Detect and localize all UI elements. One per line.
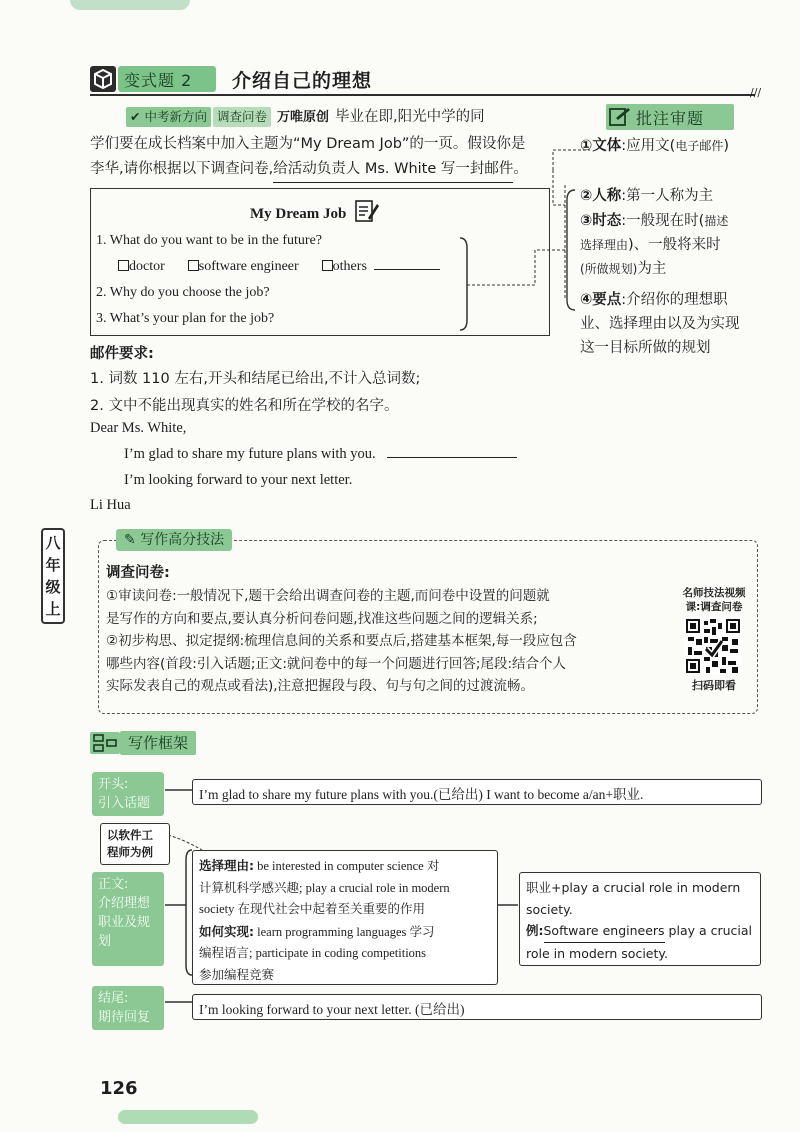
intro-line-2: 学们要在成长档案中加入主题为“My Dream Job”的一页。假设你是 xyxy=(90,136,526,152)
example-note-box xyxy=(100,823,170,865)
survey-title-text: My Dream Job xyxy=(250,206,347,222)
page-edge-smudge xyxy=(70,0,190,10)
side-tab-char-3: 级 xyxy=(45,578,61,596)
example-line-1 xyxy=(526,920,754,943)
tag-survey: 调查问卷 xyxy=(213,107,271,127)
plan-head: 如何实现: xyxy=(199,923,254,939)
cube-icon xyxy=(90,66,116,92)
rule-tail-mark: /// xyxy=(750,86,762,99)
tips-label xyxy=(116,529,232,551)
annot-1-end: ) xyxy=(723,138,730,154)
reason-text-3: society 在现代社会中起着至关重要的作用 xyxy=(199,902,426,916)
annotation-heading: 批注审题 xyxy=(636,109,705,128)
survey-question-3: 3. What’s your plan for the job? xyxy=(96,311,275,326)
letter-line-1-text: I’m glad to share my future plans with you. xyxy=(124,446,376,462)
plan-line-1 xyxy=(199,921,491,944)
qr-caption-1: 名师技法视频 xyxy=(682,587,746,599)
example-rest: play a crucial xyxy=(664,923,753,938)
reason-text-2: 计算机科学感兴趣; play a crucial role in modern xyxy=(199,880,450,895)
side-tab-char-4: 上 xyxy=(45,600,61,618)
opening-text-box: I’m glad to share my future plans with you.(已给出) I want to become a/an+职业. xyxy=(192,779,762,805)
closing-text-box: I’m looking forward to your next letter. (已给出) xyxy=(192,994,762,1020)
annot-3-label: ③时态 xyxy=(580,213,622,229)
annot-1-text: :应用文( xyxy=(621,138,676,154)
qr-caption-2: 课:调查问卷 xyxy=(685,601,743,613)
tips-p2-line-2: 哪些内容(首段:引入话题;正文:就问卷中的每一个问题进行回答;尾段:结合个人 xyxy=(106,655,567,672)
pattern-line-1: 职业+play a crucial role in modern xyxy=(526,880,741,895)
tips-p2-line-3: 实际发表自己的观点或看法),注意把握段与段、句与句之间的过渡流畅。 xyxy=(106,678,535,694)
annotation-point-4 xyxy=(580,288,770,360)
annotation-connectors xyxy=(455,130,595,340)
example-line-2: role in modern society. xyxy=(526,945,668,961)
tips-heading: 调查问卷: xyxy=(106,565,170,581)
qr-code-icon[interactable] xyxy=(684,617,742,675)
plan-text-1: learn programming languages 学习 xyxy=(254,924,435,939)
annot-2-text: :第一人称为主 xyxy=(621,188,714,204)
body-label-1: 正文: xyxy=(98,877,129,892)
letter-signature: Li Hua xyxy=(90,497,131,513)
annot-3-small2: 选择理由 xyxy=(580,238,629,252)
option-software-engineer-label: software engineer xyxy=(198,259,299,274)
opening-label-box xyxy=(92,772,164,816)
side-tab-char-1: 八 xyxy=(45,534,61,552)
checkbox-others[interactable] xyxy=(322,260,333,271)
body-label-box xyxy=(92,872,164,966)
body-detail-box xyxy=(192,850,498,985)
qr-caption xyxy=(674,586,754,614)
reason-text-1: be interested in computer science 对 xyxy=(254,859,440,873)
section-badge: 变式题 2 xyxy=(118,66,216,92)
checkbox-doctor[interactable] xyxy=(118,260,129,271)
tag-new-direction: ✔ 中考新方向 xyxy=(126,107,211,127)
notepad-pencil-icon xyxy=(354,198,380,224)
tips-p1-line-2: 是写作的方向和要点,要认真分析问卷问题,找准这些问题之间的逻辑关系; xyxy=(106,610,538,627)
intro-line-1 xyxy=(126,105,485,130)
annot-3-text: :一般现在时( xyxy=(621,213,705,229)
opening-label-2: 引入话题 xyxy=(98,796,151,811)
letter-writing-blank[interactable] xyxy=(387,457,517,458)
tips-body xyxy=(106,585,671,698)
closing-label-1: 结尾: xyxy=(98,991,129,1006)
annot-4-text1: :介绍你的理想职 xyxy=(621,292,728,308)
requirement-1: 1. 词数 110 左右,开头和结尾已给出,不计入总词数; xyxy=(90,371,421,387)
annot-3-small1: 描述 xyxy=(704,214,729,228)
survey-options xyxy=(118,259,440,275)
intro-text-1: 毕业在即,阳光中学的同 xyxy=(335,109,485,125)
letter-greeting: Dear Ms. White, xyxy=(90,420,187,436)
reason-line-1 xyxy=(199,855,491,878)
body-label-3: 职业及规 xyxy=(98,915,151,930)
section-title: 介绍自己的理想 xyxy=(232,70,373,92)
framework-tree-icon xyxy=(90,732,120,754)
section-rule xyxy=(90,94,755,96)
grade-side-tab xyxy=(41,528,65,624)
annot-4-text3: 这一目标所做的规划 xyxy=(580,340,711,356)
side-tab-char-2: 年 xyxy=(45,556,61,574)
pencil-icon: ✎ xyxy=(124,532,136,548)
annot-1-label: ①文体 xyxy=(580,138,622,154)
annotation-point-3 xyxy=(580,209,765,281)
body-label-4: 划 xyxy=(98,934,112,949)
survey-question-1: 1. What do you want to be in the future? xyxy=(96,233,323,248)
annot-4-text2: 业、选择理由以及为实现 xyxy=(580,316,740,332)
survey-title xyxy=(250,198,380,224)
sentence-pattern-box xyxy=(519,872,761,966)
others-blank[interactable] xyxy=(374,269,440,270)
intro-text-3a: 李华,请你根据以下调查问卷, xyxy=(90,161,274,177)
annot-1-small: 电子邮件 xyxy=(675,139,724,153)
tag-original: 万唯原创 xyxy=(277,110,330,125)
plan-text-2: 编程语言; participate in coding competitions xyxy=(199,946,427,960)
letter-line-2: I’m looking forward to your next letter. xyxy=(124,472,353,488)
requirement-2: 2. 文中不能出现真实的姓名和所在学校的名字。 xyxy=(90,398,399,414)
checkbox-software-engineer[interactable] xyxy=(188,260,199,271)
intro-underlined-task: 给活动负责人 Ms. White 写一封邮件 xyxy=(273,157,513,183)
letter-line-1 xyxy=(124,446,517,463)
example-label: 例: xyxy=(526,923,544,938)
framework-label: 写作框架 xyxy=(120,731,196,755)
option-doctor-label: doctor xyxy=(129,259,165,274)
survey-question-2: 2. Why do you choose the job? xyxy=(96,285,270,300)
plan-text-3: 参加编程竞赛 xyxy=(199,967,275,982)
annotation-point-1 xyxy=(580,134,765,158)
note-line-2: 程师为例 xyxy=(107,845,153,859)
closing-label-2: 期待回复 xyxy=(98,1010,151,1025)
body-label-2: 介绍理想 xyxy=(98,896,151,911)
check-badge-icon: ✔ xyxy=(130,109,141,124)
example-subject: Software engineers xyxy=(544,920,665,943)
tips-p2-line-1: ②初步构思、拟定提纲:梳理信息间的关系和要点后,搭建基本框架,每一段应包含 xyxy=(106,633,577,649)
qr-scan-label: 扫码即看 xyxy=(692,679,736,692)
closing-label-box xyxy=(92,986,164,1030)
annot-3-text3: 为主 xyxy=(637,261,667,277)
annot-3-text2: )、一般将来时 xyxy=(628,237,721,253)
annot-2-label: ②人称 xyxy=(580,188,622,204)
edit-note-icon xyxy=(608,106,632,128)
page-number: 126 xyxy=(100,1078,138,1099)
option-others-label: others xyxy=(332,259,367,274)
tips-label-text: 写作高分技法 xyxy=(140,532,225,548)
reason-head: 选择理由: xyxy=(199,858,254,873)
intro-text-3b: 。 xyxy=(513,161,528,177)
opening-label-1: 开头: xyxy=(98,777,129,792)
tips-p1-line-1: ①审读问卷:一般情况下,题干会给出调查问卷的主题,而问卷中设置的问题就 xyxy=(106,588,550,604)
page-edge-smudge-bottom xyxy=(118,1110,258,1124)
annot-3-small3: (所做规划) xyxy=(580,262,638,276)
note-line-1: 以软件工 xyxy=(107,828,153,842)
pattern-line-2: society. xyxy=(526,901,573,917)
requirements-heading: 邮件要求: xyxy=(90,346,154,362)
annot-4-label: ④要点 xyxy=(580,292,622,308)
annotation-point-2 xyxy=(580,184,713,208)
